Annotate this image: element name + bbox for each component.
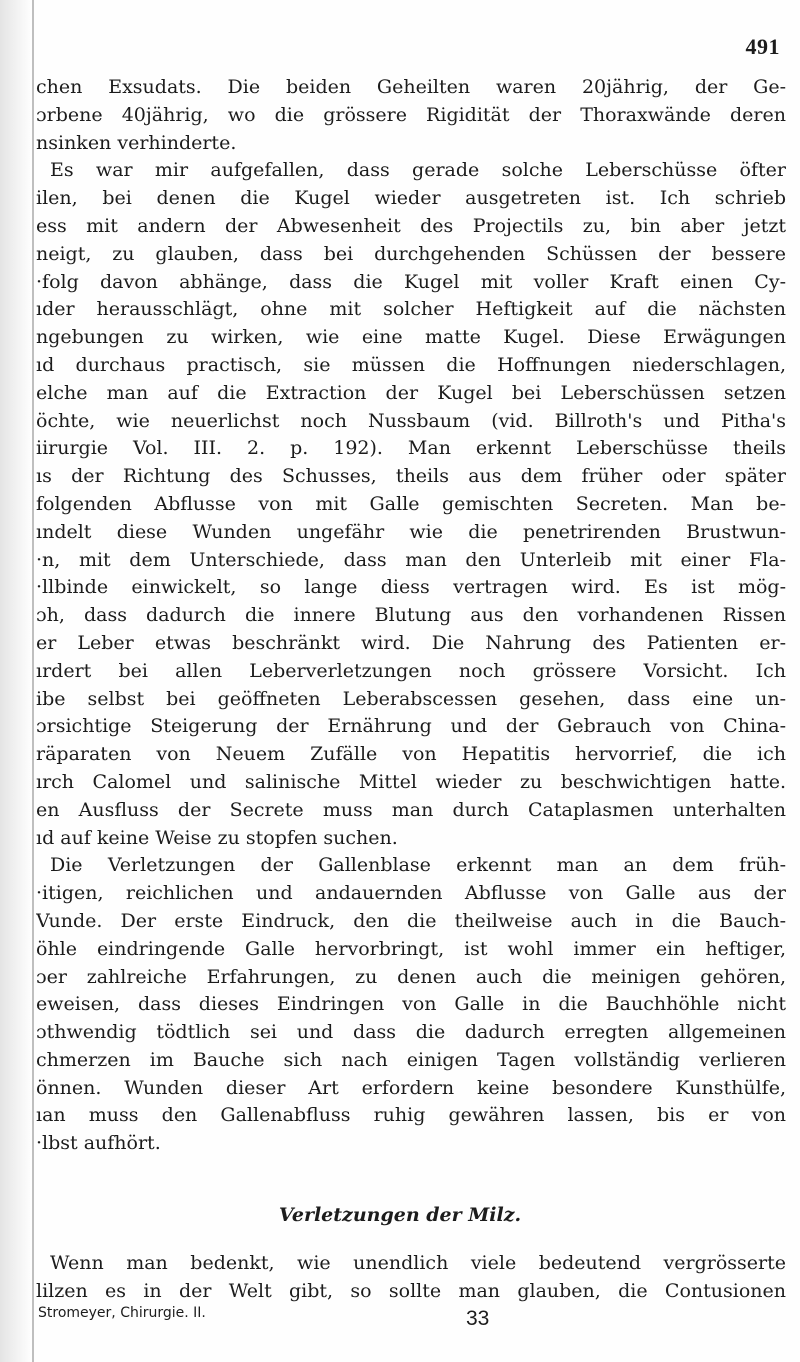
section-heading: Verletzungen der Milz. — [278, 1204, 522, 1226]
text-line: öhle eindringende Galle hervorbringt, ist wohl immer ein heftiger, — [36, 937, 786, 960]
text-line: ɔrbene 40jährig, wo die grössere Rigidität der Thoraxwände deren — [36, 103, 786, 126]
text-line: eweisen, dass dieses Eindringen von Galle in die Bauchhöhle nicht — [36, 993, 786, 1016]
text-line: ɔrsichtige Steigerung der Ernährung und der Gebrauch von China- — [36, 715, 786, 738]
text-line: ıs der Richtung des Schusses, theils aus dem früher oder später — [36, 465, 786, 488]
text-line: räparaten von Neuem Zufälle von Hepatitis hervorrief, die ich — [36, 743, 786, 766]
text-line: ıan muss den Gallenabfluss ruhig gewähren lassen, bis er von — [36, 1104, 786, 1127]
text-line: ibe selbst bei geöffneten Leberabscessen gesehen, dass eine un- — [36, 687, 786, 710]
text-line: ırch Calomel und salinische Mittel wieder zu beschwichtigen hatte. — [36, 770, 786, 793]
text-line: en Ausfluss der Secrete muss man durch Cataplasmen unterhalten — [36, 798, 786, 821]
text-line: öchte, wie neuerlichst noch Nussbaum (vid. Billroth's und Pitha's — [36, 409, 786, 432]
text-line: ess mit andern der Abwesenheit des Projectils zu, bin aber jetzt — [36, 214, 786, 237]
text-line: ·itigen, reichlichen und andauernden Abflusse von Galle aus der — [36, 882, 786, 905]
text-line: ɔer zahlreiche Erfahrungen, zu denen auch die meinigen gehören, — [36, 965, 786, 988]
text-line: ıder herausschlägt, ohne mit solcher Heftigkeit auf die nächsten — [36, 298, 786, 321]
text-line: folgenden Abflusse von mit Galle gemischten Secreten. Man be- — [36, 492, 786, 515]
text-line: ırdert bei allen Leberverletzungen noch grössere Vorsicht. Ich — [36, 659, 786, 682]
text-line: ilen, bei denen die Kugel wieder ausgetreten ist. Ich schrieb — [36, 187, 786, 210]
running-footer: Stromeyer, Chirurgie. II. — [38, 1305, 206, 1321]
binding-edge — [32, 0, 34, 1362]
text-line: ngebungen zu wirken, wie eine matte Kugel. Diese Erwägungen — [36, 326, 786, 349]
text-line: Es war mir aufgefallen, dass gerade solche Leberschüsse öfter — [50, 159, 786, 182]
text-line: Die Verletzungen der Gallenblase erkennt man an dem früh- — [50, 854, 786, 877]
text-line: chmerzen im Bauche sich nach einigen Tagen vollständig verlieren — [36, 1048, 786, 1071]
text-line: ɔthwendig tödtlich sei und dass die dadurch erregten allgemeinen — [36, 1021, 786, 1044]
text-line: ·llbinde einwickelt, so lange diess vertragen wird. Es ist mög- — [36, 576, 786, 599]
text-line: Wenn man bedenkt, wie unendlich viele bedeutend vergrösserte — [50, 1252, 786, 1274]
text-line: iirurgie Vol. III. 2. p. 192). Man erkennt Leberschüsse theils — [36, 437, 786, 460]
text-line: ıd durchaus practisch, sie müssen die Hoffnungen niederschlagen, — [36, 353, 786, 376]
text-line: ɔh, dass dadurch die innere Blutung aus den vorhandenen Rissen — [36, 604, 786, 627]
text-line: er Leber etwas beschränkt wird. Die Nahrung des Patienten er- — [36, 631, 786, 654]
page-footer — [38, 1305, 786, 1335]
body-text-continued — [36, 1250, 786, 1306]
text-line: chen Exsudats. Die beiden Geheilten waren 20jährig, der Ge- — [36, 76, 786, 98]
text-line: ·folg davon abhänge, dass die Kugel mit voller Kraft einen Cy- — [36, 270, 786, 293]
text-line: ·lbst aufhört. — [36, 1132, 161, 1155]
text-line: önnen. Wunden dieser Art erfordern keine besondere Kunsthülfe, — [36, 1076, 786, 1099]
binding-gutter — [0, 0, 30, 1362]
page-number: 491 — [745, 34, 780, 59]
text-line: neigt, zu glauben, dass bei durchgehenden Schüssen der bessere — [36, 242, 786, 265]
text-line: Vunde. Der erste Eindruck, den die theilweise auch in die Bauch- — [36, 909, 786, 932]
text-line: elche man auf die Extraction der Kugel bei Leberschüssen setzen — [36, 381, 786, 404]
text-line: ıd auf keine Weise zu stopfen suchen. — [36, 826, 398, 849]
text-line: lilzen es in der Welt gibt, so sollte man glauben, die Contusionen — [36, 1279, 786, 1302]
body-text — [36, 74, 786, 1158]
text-line: ·n, mit dem Unterschiede, dass man den Unterleib mit einer Fla- — [36, 548, 786, 571]
text-line: ındelt diese Wunden ungefähr wie die penetrirenden Brustwun- — [36, 520, 786, 543]
text-line: nsinken verhinderte. — [36, 131, 237, 154]
signature-mark: 33 — [466, 1307, 490, 1330]
